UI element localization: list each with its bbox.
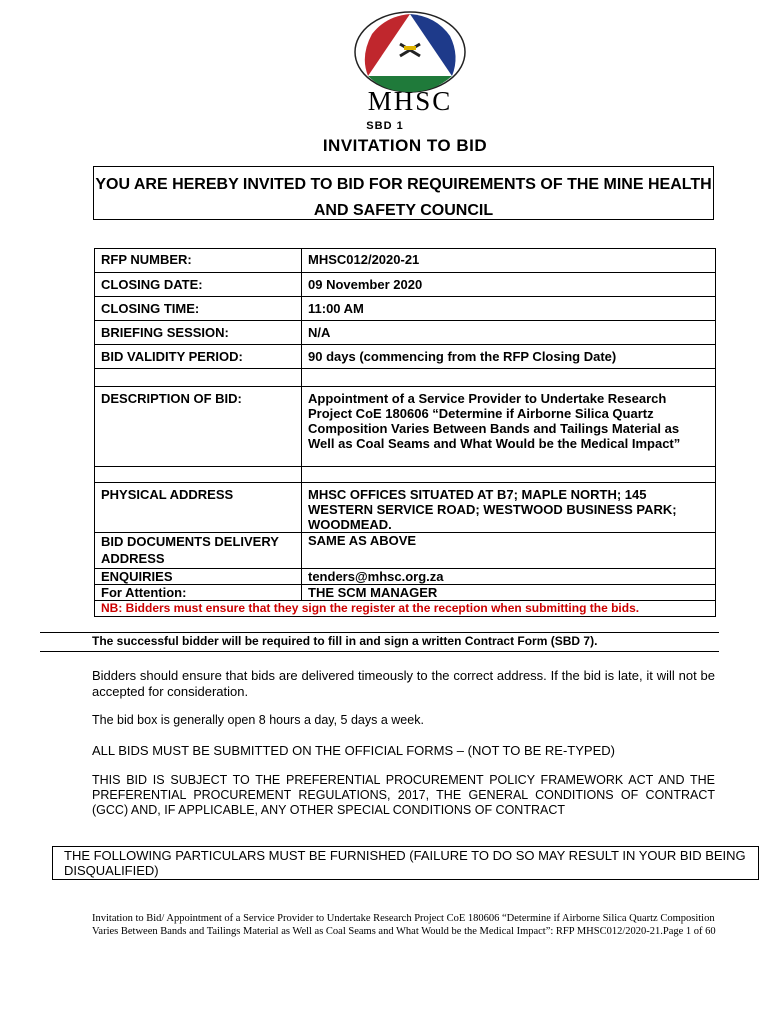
table-row: [95, 387, 716, 467]
field-value: 11:00 AM: [302, 297, 716, 321]
field-value: 90 days (commencing from the RFP Closing Date): [302, 345, 716, 369]
field-label: CLOSING DATE:: [95, 273, 302, 297]
official-forms-notice: ALL BIDS MUST BE SUBMITTED ON THE OFFICIAL FORMS – (NOT TO BE RE-TYPED): [92, 743, 615, 758]
field-value: Appointment of a Service Provider to Undertake Research Project CoE 180606 “Determine if Airborne Silica Quartz Composition Varies Between Bands and Tailings Material as Well as Coal Seams and What Would be the Medical Impact”: [302, 387, 716, 467]
nb-label: NB:: [101, 601, 123, 615]
divider: [40, 651, 719, 652]
bid-box-hours: The bid box is generally open 8 hours a day, 5 days a week.: [92, 713, 424, 727]
page-footer: Invitation to Bid/ Appointment of a Service Provider to Undertake Research Project CoE 180606 “Determine if Airborne Silica Quartz Composition Varies Between Bands and Tailings Material as Well as Coal Seams and What Would be the Medical Impact”: RFP MHSC012/2020-21.Page 1 of 60: [92, 913, 716, 937]
field-label: BID DOCUMENTS DELIVERY ADDRESS: [95, 533, 302, 569]
nb-notice: [95, 601, 716, 617]
divider: [40, 632, 719, 633]
field-value: MHSC012/2020-21: [302, 249, 716, 273]
field-value: MHSC OFFICES SITUATED AT B7; MAPLE NORTH; 145 WESTERN SERVICE ROAD; WESTWOOD BUSINESS PARK; WOODMEAD.: [302, 483, 716, 533]
particulars-text: THE FOLLOWING PARTICULARS MUST BE FURNISHED (FAILURE TO DO SO MAY RESULT IN YOUR BID BEING DISQUALIFIED): [64, 848, 746, 878]
field-label: DESCRIPTION OF BID:: [95, 387, 302, 467]
nb-row: [95, 601, 716, 617]
field-label: For Attention:: [95, 585, 302, 601]
contract-notice: The successful bidder will be required to fill in and sign a written Contract Form (SBD 7).: [92, 634, 598, 648]
field-label: BRIEFING SESSION:: [95, 321, 302, 345]
field-value: THE SCM MANAGER: [302, 585, 716, 601]
field-value: SAME AS ABOVE: [302, 533, 716, 569]
table-row: [95, 345, 716, 369]
field-label: BID VALIDITY PERIOD:: [95, 345, 302, 369]
table-row: [95, 533, 716, 569]
table-row: [95, 569, 716, 585]
field-label: PHYSICAL ADDRESS: [95, 483, 302, 533]
form-code: SBD 1: [366, 120, 404, 132]
enquiries-email[interactable]: tenders@mhsc.org.za: [302, 569, 716, 585]
table-row: [95, 321, 716, 345]
delivery-paragraph: Bidders should ensure that bids are delivered timeously to the correct address. If the bid is late, it will not be accepted for consideration.: [92, 668, 715, 699]
field-label: CLOSING TIME:: [95, 297, 302, 321]
table-row: [95, 483, 716, 533]
field-value: N/A: [302, 321, 716, 345]
logo-wordmark: MHSC: [367, 86, 453, 116]
field-label: ENQUIRIES: [95, 569, 302, 585]
ppp-framework-notice: THIS BID IS SUBJECT TO THE PREFERENTIAL PROCUREMENT POLICY FRAMEWORK ACT AND THE PREFERENTIAL PROCUREMENT REGULATIONS, 2017, THE GENERAL CONDITIONS OF CONTRACT (GCC) AND, IF APPLICABLE, ANY OTHER SPECIAL CONDITIONS OF CONTRACT: [92, 773, 715, 817]
table-row: [95, 585, 716, 601]
spacer-row: [95, 369, 716, 387]
nb-text: Bidders must ensure that they sign the register at the reception when submitting the bids.: [122, 601, 640, 615]
field-label: RFP NUMBER:: [95, 249, 302, 273]
field-value: 09 November 2020: [302, 273, 716, 297]
rfp-details-table: [94, 248, 716, 617]
spacer-row: [95, 467, 716, 483]
invitation-text: YOU ARE HEREBY INVITED TO BID FOR REQUIREMENTS OF THE MINE HEALTH AND SAFETY COUNCIL: [95, 176, 712, 219]
table-row: [95, 273, 716, 297]
mhsc-logo: [354, 10, 466, 94]
table-row: [95, 297, 716, 321]
table-row: [95, 249, 716, 273]
document-title: INVITATION TO BID: [322, 136, 488, 155]
